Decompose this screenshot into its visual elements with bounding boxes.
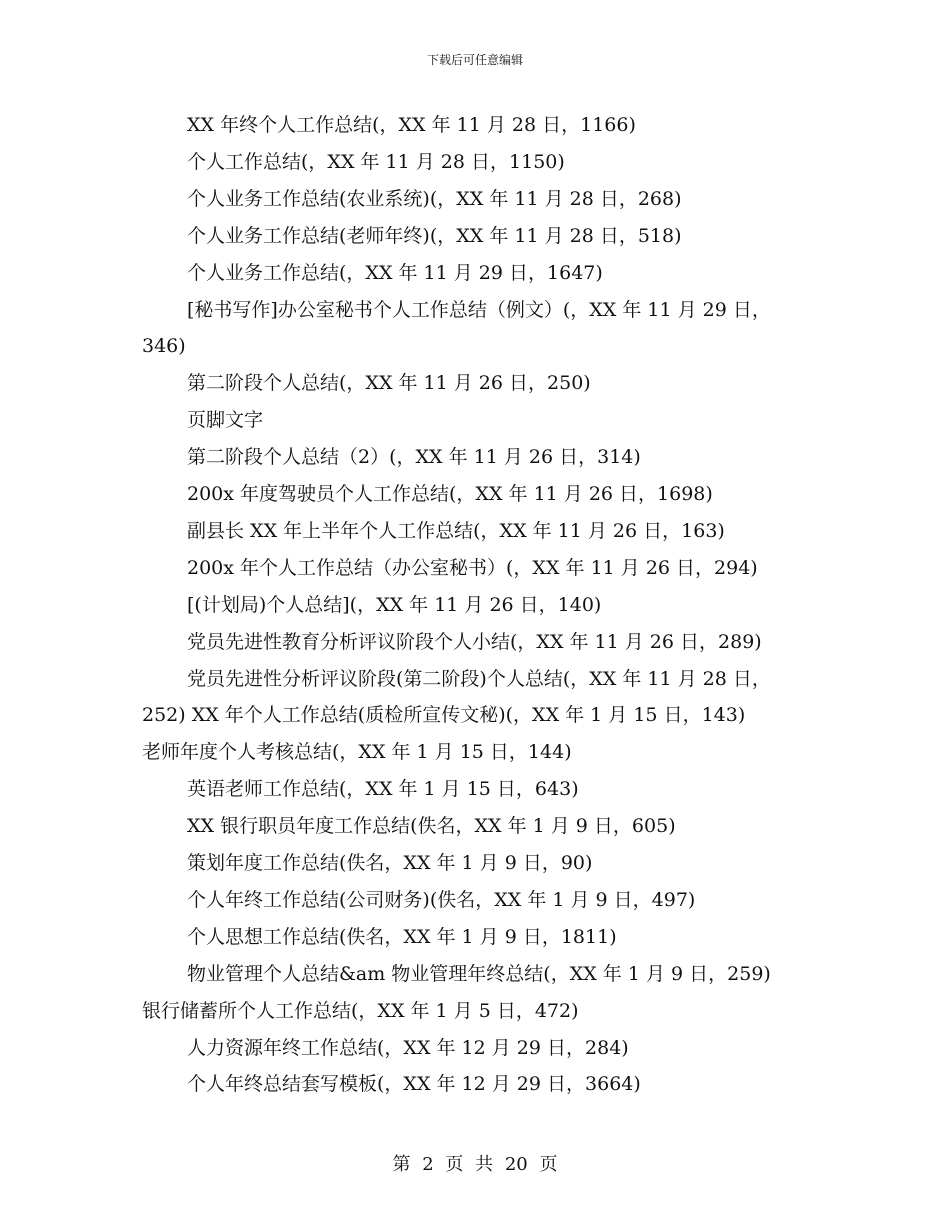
document-line: 个人业务工作总结(老师年终)(，XX 年 11 月 28 日，518)	[187, 224, 682, 247]
document-line: 252) XX 年个人工作总结(质检所宣传文秘)(，XX 年 1 月 15 日，143)	[142, 704, 746, 727]
document-line: 人力资源年终工作总结(，XX 年 12 月 29 日，284)	[187, 1036, 629, 1059]
document-line: 个人年终总结套写模板(，XX 年 12 月 29 日，3664)	[187, 1073, 641, 1096]
document-line: 第二阶段个人总结(，XX 年 11 月 26 日，250)	[187, 372, 591, 395]
page-number-footer: 第 2 页 共 20 页	[392, 1154, 558, 1175]
document-line: 个人业务工作总结(农业系统)(，XX 年 11 月 28 日，268)	[187, 187, 682, 210]
document-line: [(计划局)个人总结](，XX 年 11 月 26 日，140)	[187, 593, 602, 616]
document-line: 副县长 XX 年上半年个人工作总结(，XX 年 11 月 26 日，163)	[187, 519, 725, 542]
document-line: 个人思想工作总结(佚名，XX 年 1 月 9 日，1811)	[187, 925, 617, 948]
document-line: 策划年度工作总结(佚名，XX 年 1 月 9 日，90)	[187, 852, 593, 874]
document-line: 物业管理个人总结&am 物业管理年终总结(，XX 年 1 月 9 日，259)	[187, 962, 771, 985]
document-line: 个人年终工作总结(公司财务)(佚名，XX 年 1 月 9 日，497)	[187, 888, 696, 911]
page-header-note: 下载后可任意编辑	[426, 53, 523, 67]
document-line: 个人业务工作总结(，XX 年 11 月 29 日，1647)	[187, 261, 603, 284]
document-line: 银行储蓄所个人工作总结(，XX 年 1 月 5 日，472)	[142, 999, 579, 1022]
document-line: 个人工作总结(，XX 年 11 月 28 日，1150)	[187, 150, 565, 173]
document-line: 党员先进性分析评议阶段(第二阶段)个人总结(，XX 年 11 月 28 日，	[187, 667, 771, 690]
document-line: 页脚文字	[187, 409, 264, 432]
document-line: 党员先进性教育分析评议阶段个人小结(，XX 年 11 月 26 日，289)	[187, 630, 762, 653]
document-line: 第二阶段个人总结（2）(，XX 年 11 月 26 日，314)	[187, 446, 641, 469]
document-line: XX 银行职员年度工作总结(佚名，XX 年 1 月 9 日，605)	[187, 815, 676, 838]
document-line: 老师年度个人考核总结(，XX 年 1 月 15 日，144)	[142, 741, 572, 764]
document-line: [秘书写作]办公室秘书个人工作总结（例文）(，XX 年 11 月 29 日，	[187, 298, 771, 321]
document-line: 英语老师工作总结(，XX 年 1 月 15 日，643)	[187, 778, 579, 801]
document-line: 200x 年个人工作总结（办公室秘书）(，XX 年 11 月 26 日，294)	[187, 556, 758, 579]
document-line: 346)	[142, 335, 186, 358]
document-line: XX 年终个人工作总结(，XX 年 11 月 28 日，1166)	[187, 114, 636, 136]
document-line: 200x 年度驾驶员个人工作总结(，XX 年 11 月 26 日，1698)	[187, 483, 713, 505]
